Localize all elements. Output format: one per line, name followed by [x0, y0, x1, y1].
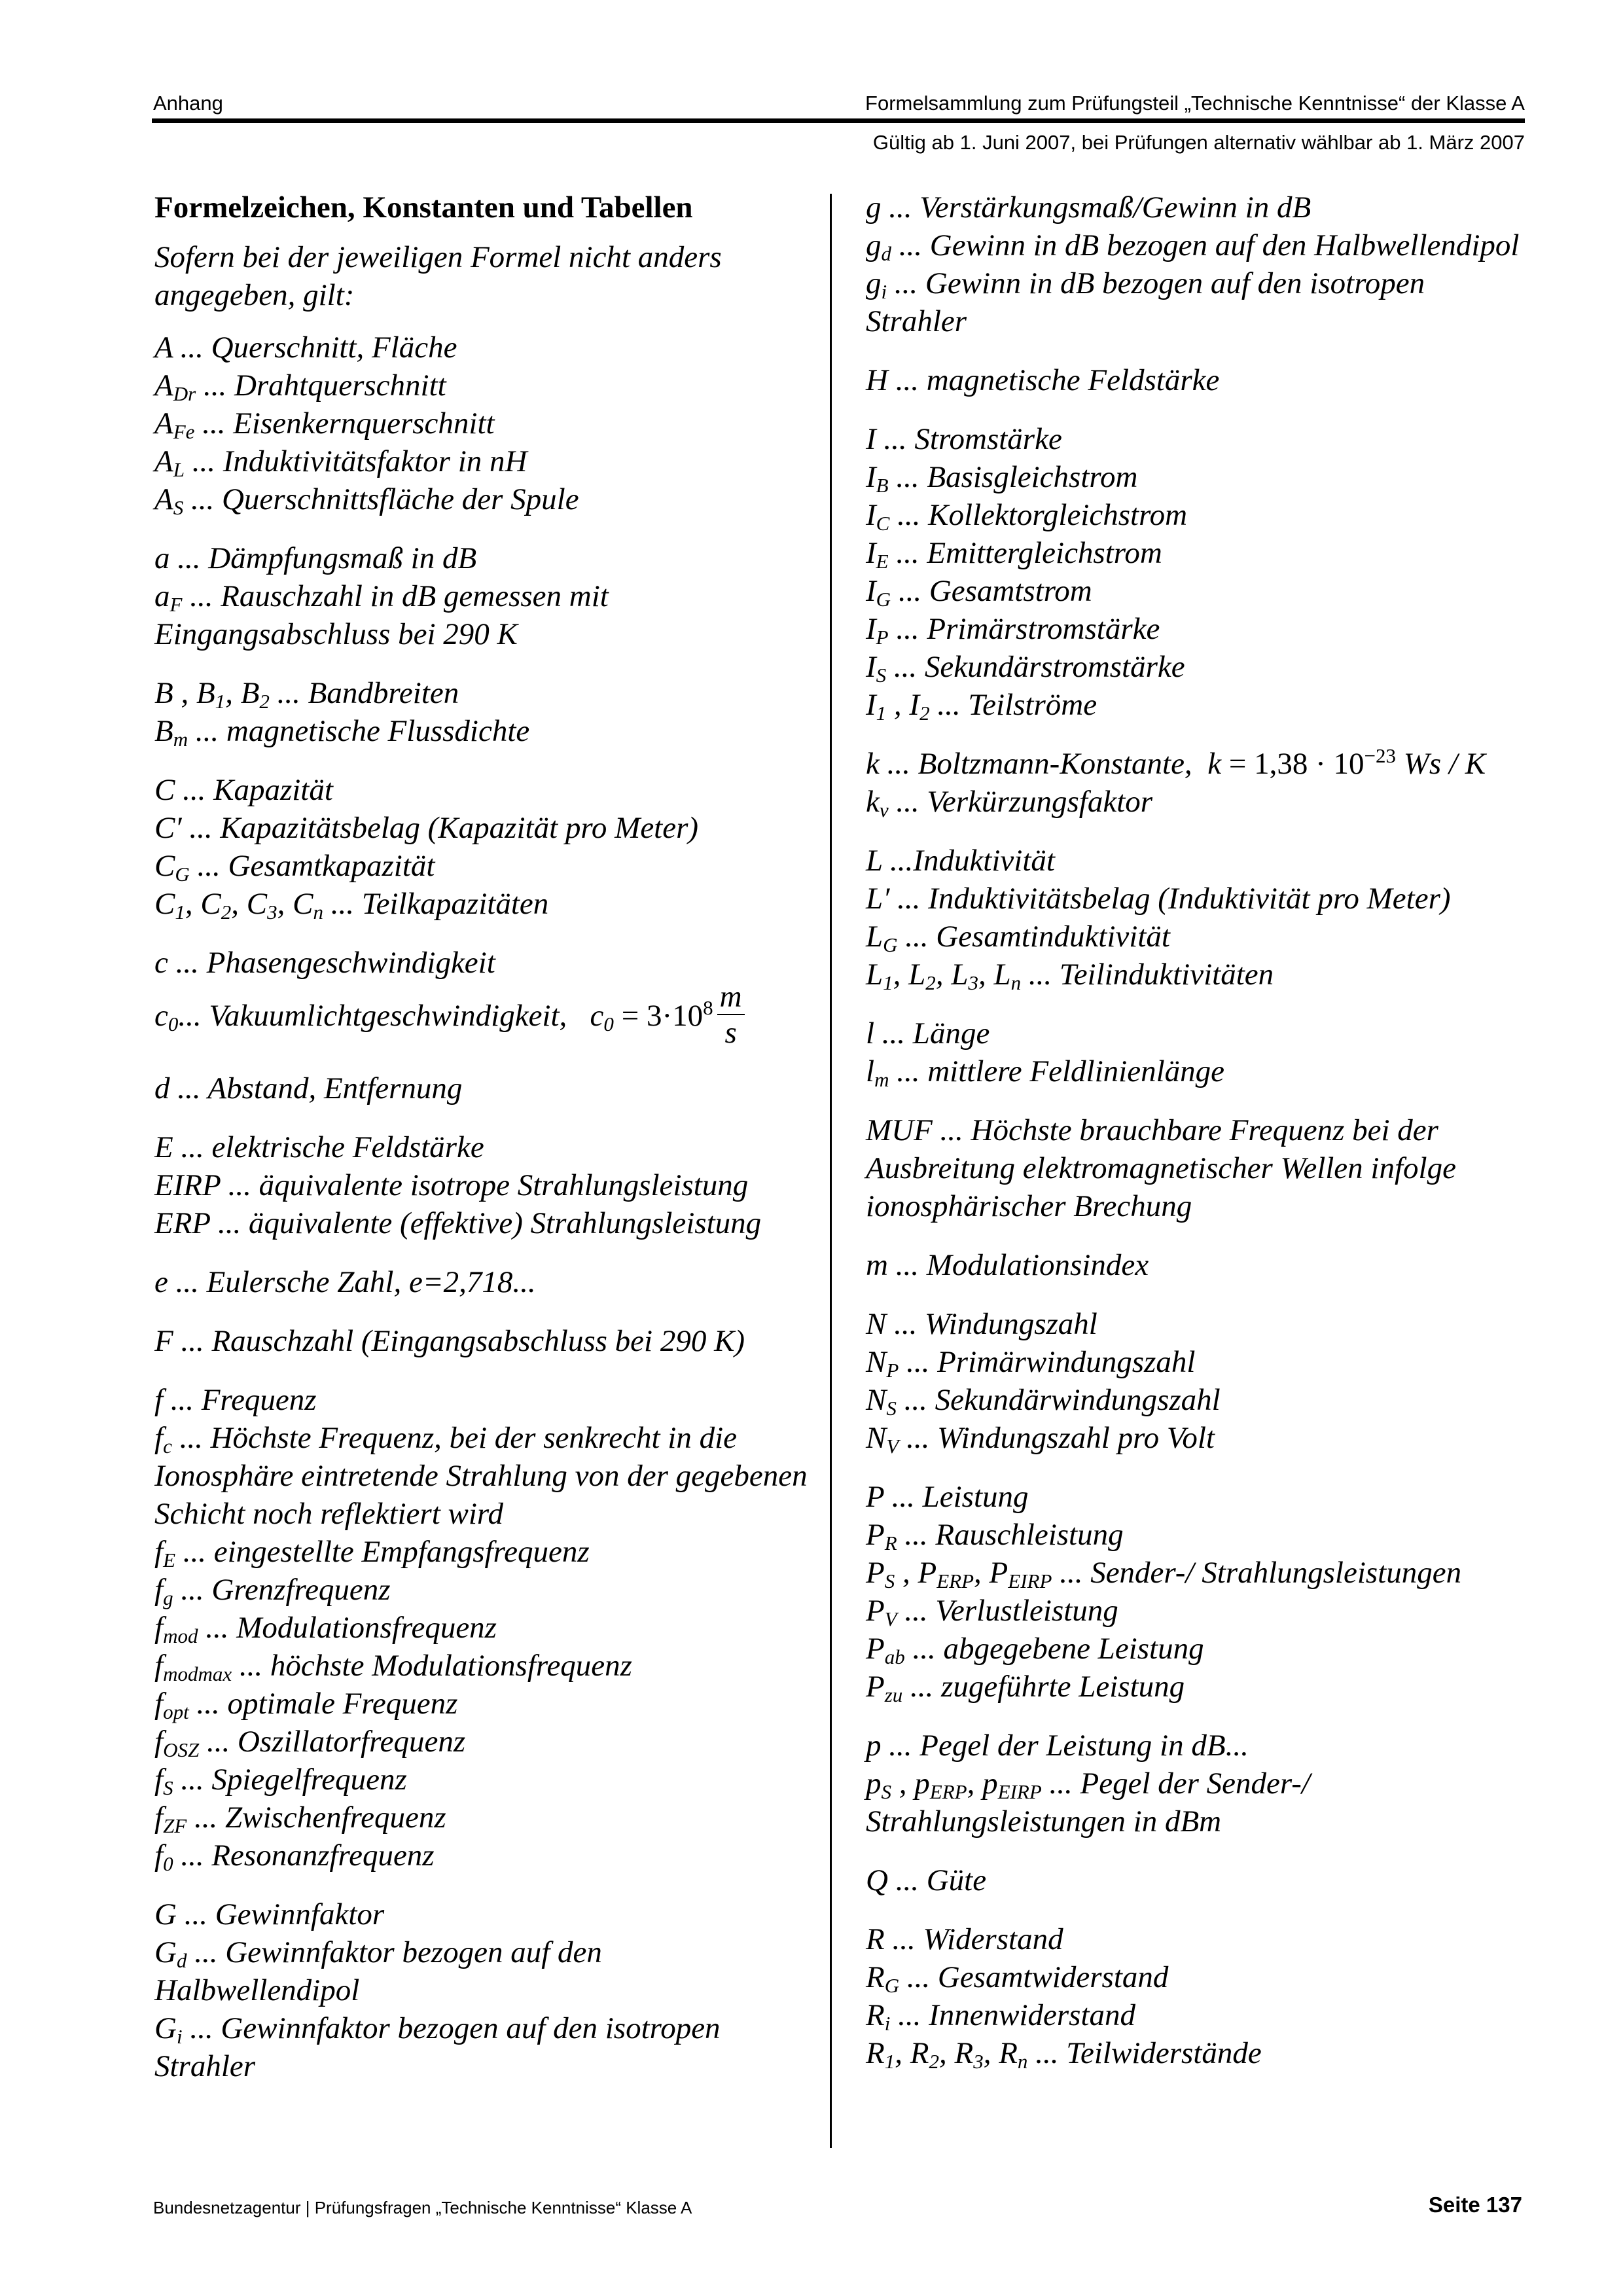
def-p: p ... Pegel der Leistung in dB...: [866, 1729, 1249, 1763]
def-f-opt: $f_{opt}$ ... optimale Frequenz: [154, 1687, 458, 1723]
header-title: Formelsammlung zum Prüfungsteil „Technische Kenntnisse“ der Klasse A: [865, 92, 1525, 115]
def-A-Dr: $A_{Dr}$ ... Drahtquerschnitt: [154, 368, 446, 405]
group-l: [866, 1014, 1527, 1090]
group-a: [154, 539, 809, 653]
def-f: f ... Frequenz: [154, 1383, 317, 1417]
group-k: [866, 745, 1527, 821]
def-R-G: $R_G$ ... Gesamtwiderstand: [866, 1960, 1169, 1997]
def-C-n: $C_1$, $C_2$, $C_3$, $C_n$ ... Teilkapazitäten: [154, 887, 549, 924]
group-m: [866, 1246, 1527, 1284]
def-f-S: $f_S$ ... Spiegelfrequenz: [154, 1763, 407, 1799]
intro-text: Sofern bei der jeweiligen Formel nicht anders angegeben, gilt:: [154, 240, 722, 312]
def-EIRP: EIRP ... äquivalente isotrope Strahlungsleistung: [154, 1168, 749, 1202]
group-g: [866, 188, 1527, 340]
def-P: P ... Leistung: [866, 1480, 1029, 1514]
def-f-OSZ: $f_{OSZ}$ ... Oszillatorfrequenz: [154, 1725, 466, 1761]
def-f-g: $f_g$ ... Grenzfrequenz: [154, 1573, 391, 1609]
def-N-P: $N_P$ ... Primärwindungszahl: [866, 1345, 1196, 1382]
def-p-S: $p_S$ , $p_{ERP}$, $p_{EIRP}$ ... Pegel der Sender-/ Strahlungsleistungen in dBm: [866, 1767, 1310, 1839]
def-f-mod: $f_{mod}$ ... Modulationsfrequenz: [154, 1611, 497, 1647]
def-A: A ... Querschnitt, Fläche: [154, 331, 457, 365]
group-Q: [866, 1861, 1527, 1899]
footer-source: Bundesnetzagentur | Prüfungsfragen „Technische Kenntnisse“ Klasse A: [153, 2198, 692, 2217]
def-R-n: $R_1$, $R_2$, $R_3$, $R_n$ ... Teilwiderstände: [866, 2036, 1262, 2073]
def-f-0: $f_0$ ... Resonanzfrequenz: [154, 1839, 435, 1875]
def-P-R: $P_R$ ... Rauschleistung: [866, 1518, 1124, 1554]
def-R-i: $R_i$ ... Innenwiderstand: [866, 1998, 1136, 2035]
def-L-n: $L_1$, $L_2$, $L_3$, $L_n$ ... Teilinduktivitäten: [866, 958, 1274, 994]
def-C-G: $C_G$ ... Gesamtkapazität: [154, 849, 435, 886]
header-section: Anhang: [153, 92, 223, 115]
left-column: [154, 188, 809, 2106]
def-k-v: $k_v$ ... Verkürzungsfaktor: [866, 785, 1153, 821]
def-I-E: $I_E$ ... Emittergleichstrom: [866, 536, 1162, 573]
def-I-12: $I_1$ , $I_2$ ... Teilströme: [866, 688, 1097, 725]
def-F: F ... Rauschzahl (Eingangsabschluss bei 290 K): [154, 1324, 745, 1358]
group-e: [154, 1263, 809, 1301]
def-ERP: ERP ... äquivalente (effektive) Strahlungsleistung: [154, 1206, 762, 1240]
def-c: c ... Phasengeschwindigkeit: [154, 946, 495, 980]
def-P-ab: $P_{ab}$ ... abgegebene Leistung: [866, 1632, 1204, 1668]
header-rule: [152, 118, 1525, 123]
page-heading: Formelzeichen, Konstanten und Tabellen: [154, 190, 693, 224]
def-a: a ... Dämpfungsmaß in dB: [154, 541, 477, 575]
def-G: G ... Gewinnfaktor: [154, 1897, 385, 1931]
def-I-B: $I_B$ ... Basisgleichstrom: [866, 460, 1138, 497]
def-f-ZF: $f_{ZF}$ ... Zwischenfrequenz: [154, 1801, 446, 1837]
def-G-i: $G_i$ ... Gewinnfaktor bezogen auf den isotropen Strahler: [154, 2011, 721, 2083]
def-c0: $c_0$... Vakuumlichtgeschwindigkeit, $c_0 = 3\cdot 10^8$ $\frac{m}{s}$: [154, 982, 809, 1049]
def-E: E ... elektrische Feldstärke: [154, 1130, 484, 1164]
page-number: Seite 137: [1428, 2193, 1522, 2217]
def-e: e ... Eulersche Zahl, e=2,718...: [154, 1265, 536, 1299]
def-A-S: $A_S$ ... Querschnittsfläche der Spule: [154, 482, 579, 519]
column-divider: [830, 194, 832, 2148]
group-R: [866, 1920, 1527, 2072]
group-f: [154, 1381, 809, 1874]
def-m: m ... Modulationsindex: [866, 1248, 1149, 1282]
right-column: [866, 188, 1527, 2093]
def-d: d ... Abstand, Entfernung: [154, 1071, 463, 1105]
def-I-S: $I_S$ ... Sekundärstromstärke: [866, 650, 1185, 687]
def-MUF: MUF ... Höchste brauchbare Frequenz bei der Ausbreitung elektromagnetischer Wellen infolge ionosphärischer Brechung: [866, 1113, 1456, 1223]
def-f-c: $f_c$ ... Höchste Frequenz, bei der senkrecht in die Ionosphäre eintretende Strahlung von der gegebenen Schicht noch reflektiert wird: [154, 1421, 808, 1531]
def-g: g ... Verstärkungsmaß/Gewinn in dB: [866, 190, 1311, 224]
def-k: k ... Boltzmann-Konstante, $k = 1,38 \cdot 10^{-23}$ Ws / K: [866, 744, 1486, 781]
def-g-d: $g_d$ ... Gewinn in dB bezogen auf den Halbwellendipol: [866, 228, 1520, 265]
group-F: [154, 1322, 809, 1360]
group-c: [154, 944, 809, 1049]
def-C: C ... Kapazität: [154, 773, 333, 807]
group-H: [866, 361, 1527, 399]
fraction-m-per-s: $\frac{m}{s}$: [717, 982, 745, 1049]
group-p: [866, 1727, 1527, 1840]
group-L: [866, 842, 1527, 994]
def-Q: Q ... Güte: [866, 1863, 987, 1897]
def-G-d: $G_d$ ... Gewinnfaktor bezogen auf den Halbwellendipol: [154, 1935, 602, 2007]
group-P: [866, 1478, 1527, 1706]
def-g-i: $g_i$ ... Gewinn in dB bezogen auf den isotropen Strahler: [866, 266, 1425, 338]
def-L-G: $L_G$ ... Gesamtinduktivität: [866, 920, 1170, 956]
def-f-modmax: $f_{modmax}$ ... höchste Modulationsfrequenz: [154, 1649, 632, 1685]
group-E: [154, 1128, 809, 1242]
def-B-m: $B_m$ ... magnetische Flussdichte: [154, 714, 530, 751]
group-A: [154, 329, 809, 518]
def-H: H ... magnetische Feldstärke: [866, 363, 1220, 397]
def-A-Fe: $A_{Fe}$ ... Eisenkernquerschnitt: [154, 406, 495, 443]
def-N-V: $N_V$ ... Windungszahl pro Volt: [866, 1421, 1215, 1458]
def-I-C: $I_C$ ... Kollektorgleichstrom: [866, 498, 1188, 535]
group-I: [866, 420, 1527, 724]
group-MUF: [866, 1111, 1527, 1225]
header-validity: Gültig ab 1. Juni 2007, bei Prüfungen alternativ wählbar ab 1. März 2007: [872, 131, 1525, 154]
def-R: R ... Widerstand: [866, 1922, 1063, 1956]
def-l-m: $l_m$ ... mittlere Feldlinienlänge: [866, 1054, 1224, 1091]
def-L: L ...Induktivität: [866, 844, 1055, 878]
def-I: I ... Stromstärke: [866, 422, 1062, 456]
def-P-S: $P_S$ , $P_{ERP}$, $P_{EIRP}$ ... Sender-/ Strahlungsleistungen: [866, 1556, 1462, 1592]
def-L-prime: L′ ... Induktivitätsbelag (Induktivität pro Meter): [866, 882, 1451, 916]
def-P-zu: $P_{zu}$ ... zugeführte Leistung: [866, 1670, 1185, 1706]
def-B: B , $B_1$, $B_2$ ... Bandbreiten: [154, 676, 459, 713]
group-B: [154, 674, 809, 750]
def-I-P: $I_P$ ... Primärstromstärke: [866, 612, 1160, 649]
def-f-E: $f_E$ ... eingestellte Empfangsfrequenz: [154, 1535, 590, 1571]
def-C-prime: C′ ... Kapazitätsbelag (Kapazität pro Meter): [154, 811, 699, 845]
def-A-L: $A_L$ ... Induktivitätsfaktor in nH: [154, 444, 527, 481]
def-P-V: $P_V$ ... Verlustleistung: [866, 1594, 1118, 1630]
def-N: N ... Windungszahl: [866, 1307, 1097, 1341]
def-N-S: $N_S$ ... Sekundärwindungszahl: [866, 1383, 1221, 1420]
def-I-G: $I_G$ ... Gesamtstrom: [866, 574, 1092, 611]
group-C: [154, 771, 809, 923]
group-G: [154, 1895, 809, 2085]
group-d: [154, 1069, 809, 1107]
def-l: l ... Länge: [866, 1016, 990, 1050]
group-N: [866, 1305, 1527, 1457]
def-a-F: $a_F$ ... Rauschzahl in dB gemessen mit Eingangsabschluss bei 290 K: [154, 579, 609, 651]
